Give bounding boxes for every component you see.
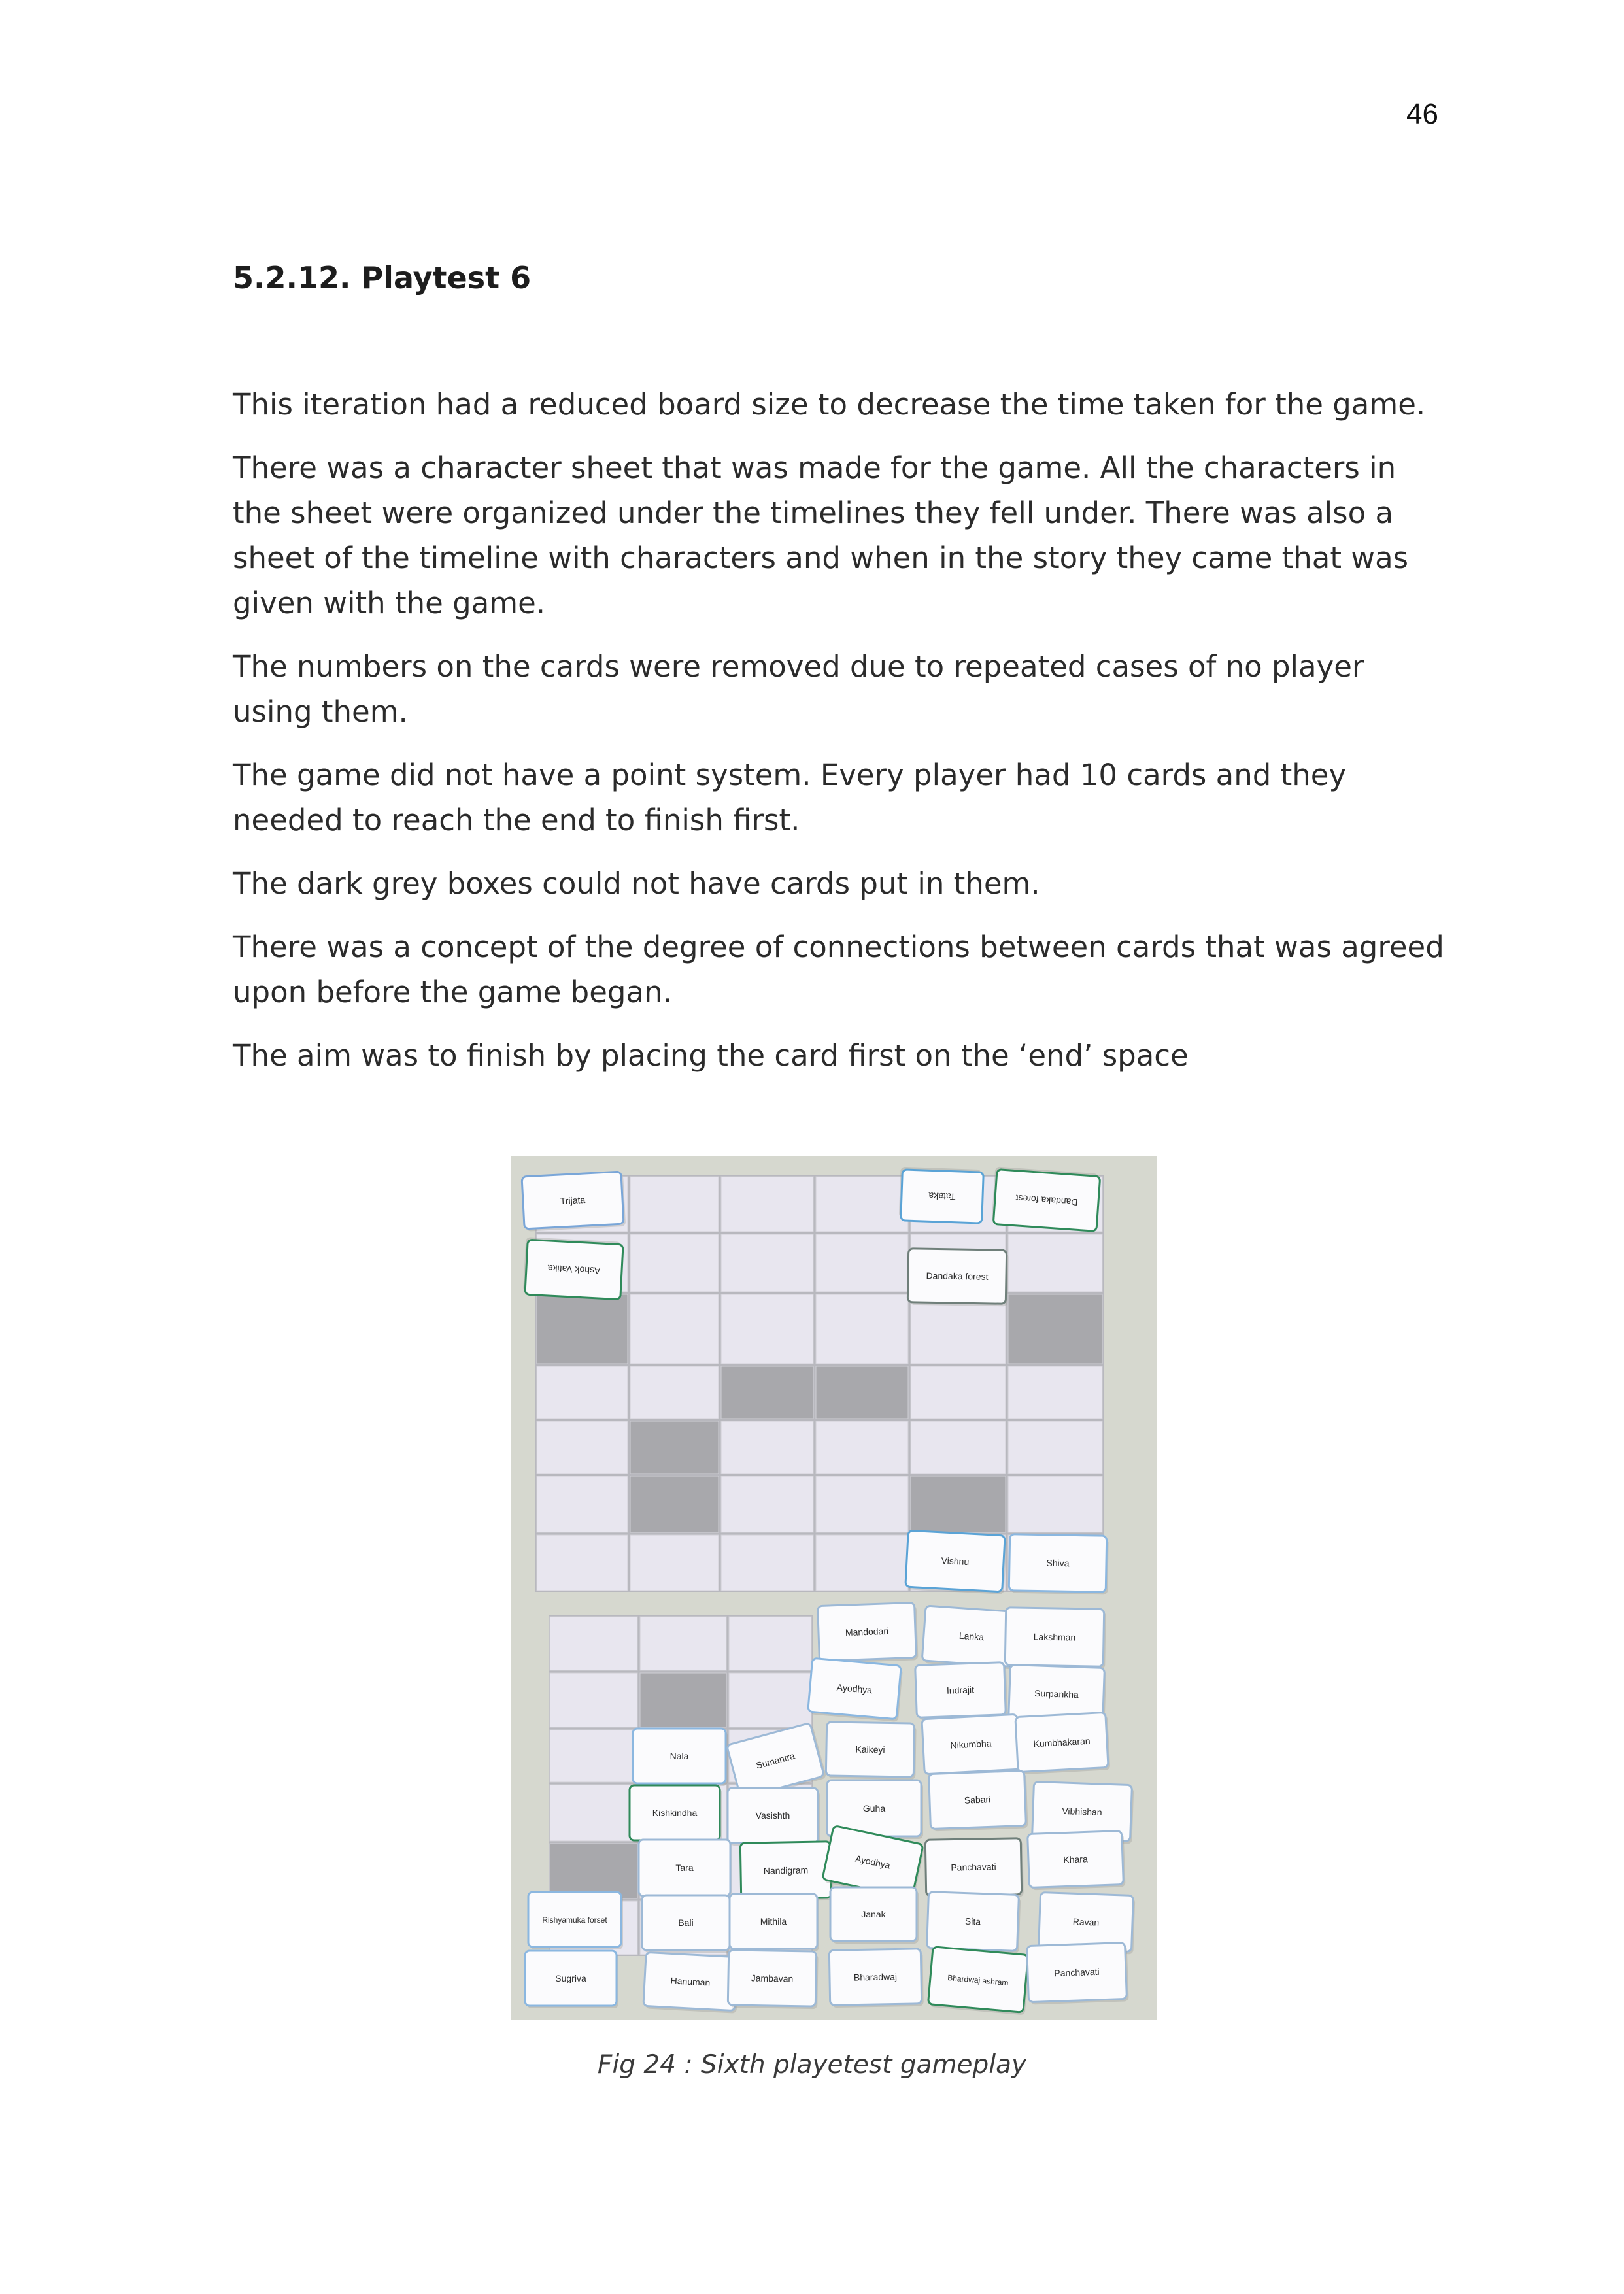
board-cell <box>816 1476 908 1532</box>
card-label: Trijata <box>560 1194 586 1206</box>
board-cell <box>630 1294 719 1364</box>
board-cell <box>1008 1476 1102 1532</box>
body-text <box>233 382 1449 1096</box>
board-cell <box>816 1234 908 1292</box>
card-label: Lanka <box>958 1630 985 1643</box>
board-illustration <box>511 1156 1157 2020</box>
board-cell <box>729 1617 811 1670</box>
card-label: Ayodhya <box>854 1853 892 1871</box>
board-cell-blocked <box>630 1476 719 1532</box>
board-cell <box>550 1730 637 1782</box>
card-label: Surpankha <box>1034 1687 1079 1700</box>
card-label: Kaikeyi <box>855 1744 885 1755</box>
board-cell <box>1008 1421 1102 1474</box>
game-card <box>928 1947 1030 2016</box>
game-card <box>818 1602 919 1663</box>
game-card <box>1015 1712 1110 1774</box>
card-label: Dandaka forest <box>926 1270 989 1282</box>
game-card <box>523 1237 623 1300</box>
board-cell <box>537 1535 628 1591</box>
card-label: Kumbhakaran <box>1033 1735 1091 1749</box>
game-card <box>728 1788 820 1846</box>
board-cell <box>816 1535 908 1591</box>
card-label: Ayodhya <box>836 1681 873 1696</box>
card-label: Panchavati <box>951 1861 996 1873</box>
board-cell <box>721 1476 813 1532</box>
game-card <box>1027 1942 1129 2004</box>
game-card <box>639 1840 732 1898</box>
card-label: Vibhishan <box>1062 1805 1102 1818</box>
game-card <box>1005 1608 1106 1670</box>
game-card <box>522 1172 626 1232</box>
game-card <box>991 1166 1100 1231</box>
board-cell-blocked <box>550 1844 637 1898</box>
game-card <box>925 1838 1024 1899</box>
game-card <box>899 1167 984 1223</box>
card-label: Ashok Vatika <box>547 1262 601 1277</box>
board-cell <box>816 1177 908 1232</box>
board-cell-blocked <box>640 1673 726 1727</box>
board-cell-blocked <box>1008 1294 1102 1364</box>
card-label: Lakshman <box>1033 1631 1076 1643</box>
game-card <box>642 1895 732 1953</box>
card-label: Bali <box>678 1917 694 1928</box>
game-card <box>630 1785 722 1843</box>
card-label: Nala <box>669 1751 689 1761</box>
card-label: Jambavan <box>751 1972 794 1984</box>
game-card <box>528 1892 623 1949</box>
board-cell <box>816 1294 908 1364</box>
board-cell <box>550 1617 637 1670</box>
board-cell <box>1008 1234 1102 1292</box>
game-card <box>922 1714 1022 1777</box>
board-cell <box>537 1366 628 1419</box>
board-cell <box>630 1234 719 1292</box>
card-label: Tara <box>675 1863 694 1873</box>
card-label: Guha <box>862 1803 886 1813</box>
game-card <box>905 1530 1007 1594</box>
paragraph: This iteration had a reduced board size to decrease the time taken for the game. <box>233 387 1426 422</box>
card-label: Bharadwaj <box>853 1971 898 1983</box>
board-cell <box>537 1421 628 1474</box>
card-label: Mithila <box>760 1916 787 1927</box>
card-label: Sita <box>964 1915 981 1927</box>
board-cell <box>911 1421 1006 1474</box>
board-cell <box>729 1673 811 1727</box>
card-label: Sugriva <box>555 1973 586 1983</box>
board-cell <box>550 1673 637 1727</box>
board-cell <box>640 1617 726 1670</box>
card-label: Shiva <box>1046 1557 1070 1569</box>
game-card <box>807 1658 903 1722</box>
card-label: Janak <box>861 1909 886 1919</box>
board-cell <box>550 1785 637 1841</box>
board-cell <box>721 1234 813 1292</box>
game-card <box>643 1952 739 2013</box>
board-cell <box>721 1177 813 1232</box>
card-label: Sabari <box>964 1794 991 1806</box>
page-number: 46 <box>1406 98 1438 130</box>
paragraph: The game did not have a point system. Every player had 10 cards and they needed to reach the end to finish first. <box>233 758 1347 837</box>
card-label: Rishyamuka forset <box>542 1915 607 1925</box>
board-cell <box>721 1421 813 1474</box>
card-label: Dandaka forest <box>1015 1192 1078 1208</box>
game-card <box>728 1950 819 2009</box>
board-cell <box>816 1421 908 1474</box>
board-cell <box>1008 1366 1102 1419</box>
board-cell <box>911 1366 1006 1419</box>
card-label: Vasishth <box>755 1810 790 1821</box>
card-label: Vishnu <box>941 1555 970 1568</box>
paragraph: The numbers on the cards were removed due to repeated cases of no player using them. <box>233 649 1364 729</box>
card-label: Tataka <box>928 1190 956 1202</box>
game-card <box>730 1894 819 1951</box>
board-cell <box>537 1476 628 1532</box>
game-card <box>1028 1830 1126 1890</box>
board-cell <box>630 1535 719 1591</box>
card-label: Bhardwaj ashram <box>947 1972 1009 1988</box>
game-card <box>633 1729 728 1786</box>
paragraph: There was a character sheet that was made for the game. All the characters in the sheet were organized under the timelines they fell under. There was also a sheet of the timeline with characters and when in the story they came that was given with the game. <box>233 450 1409 620</box>
card-label: Khara <box>1063 1853 1088 1865</box>
board-cell-blocked <box>630 1421 719 1474</box>
game-card <box>830 1887 919 1944</box>
board-cell-blocked <box>816 1366 908 1419</box>
figure-caption: Fig 24 : Sixth playetest gameplay <box>597 2050 1027 2080</box>
card-label: Indrajit <box>946 1684 975 1696</box>
game-card <box>915 1662 1008 1721</box>
card-label: Nikumbha <box>950 1738 992 1751</box>
gameplay-photo <box>511 1156 1157 2020</box>
game-card <box>926 1892 1021 1954</box>
board-cell <box>630 1366 719 1419</box>
game-card <box>829 1949 924 2008</box>
game-card <box>1009 1534 1109 1595</box>
game-card <box>826 1722 916 1780</box>
paragraph: The dark grey boxes could not have cards put in them. <box>233 866 1040 901</box>
board-cell-blocked <box>537 1294 628 1364</box>
card-label: Hanuman <box>670 1975 711 1988</box>
board-cell <box>630 1177 719 1232</box>
card-label: Sumantra <box>754 1750 796 1771</box>
game-card <box>907 1249 1008 1307</box>
card-label: Kishkindha <box>652 1808 698 1818</box>
game-card <box>929 1770 1028 1831</box>
board-cell-blocked <box>911 1476 1006 1532</box>
paragraph: The aim was to finish by placing the card first on the ‘end’ space <box>233 1038 1189 1073</box>
board-cell-blocked <box>721 1366 813 1419</box>
section-heading: 5.2.12. Playtest 6 <box>233 260 532 295</box>
board-cell <box>721 1535 813 1591</box>
paragraph: There was a concept of the degree of connections between cards that was agreed upon before the game began. <box>233 930 1444 1009</box>
card-label: Ravan <box>1072 1916 1100 1928</box>
card-label: Nandigram <box>763 1864 809 1876</box>
board-cell <box>721 1294 813 1364</box>
game-card <box>740 1842 834 1902</box>
game-card <box>525 1951 618 2008</box>
card-label: Panchavati <box>1054 1966 1100 1979</box>
card-label: Mandodari <box>845 1625 889 1638</box>
